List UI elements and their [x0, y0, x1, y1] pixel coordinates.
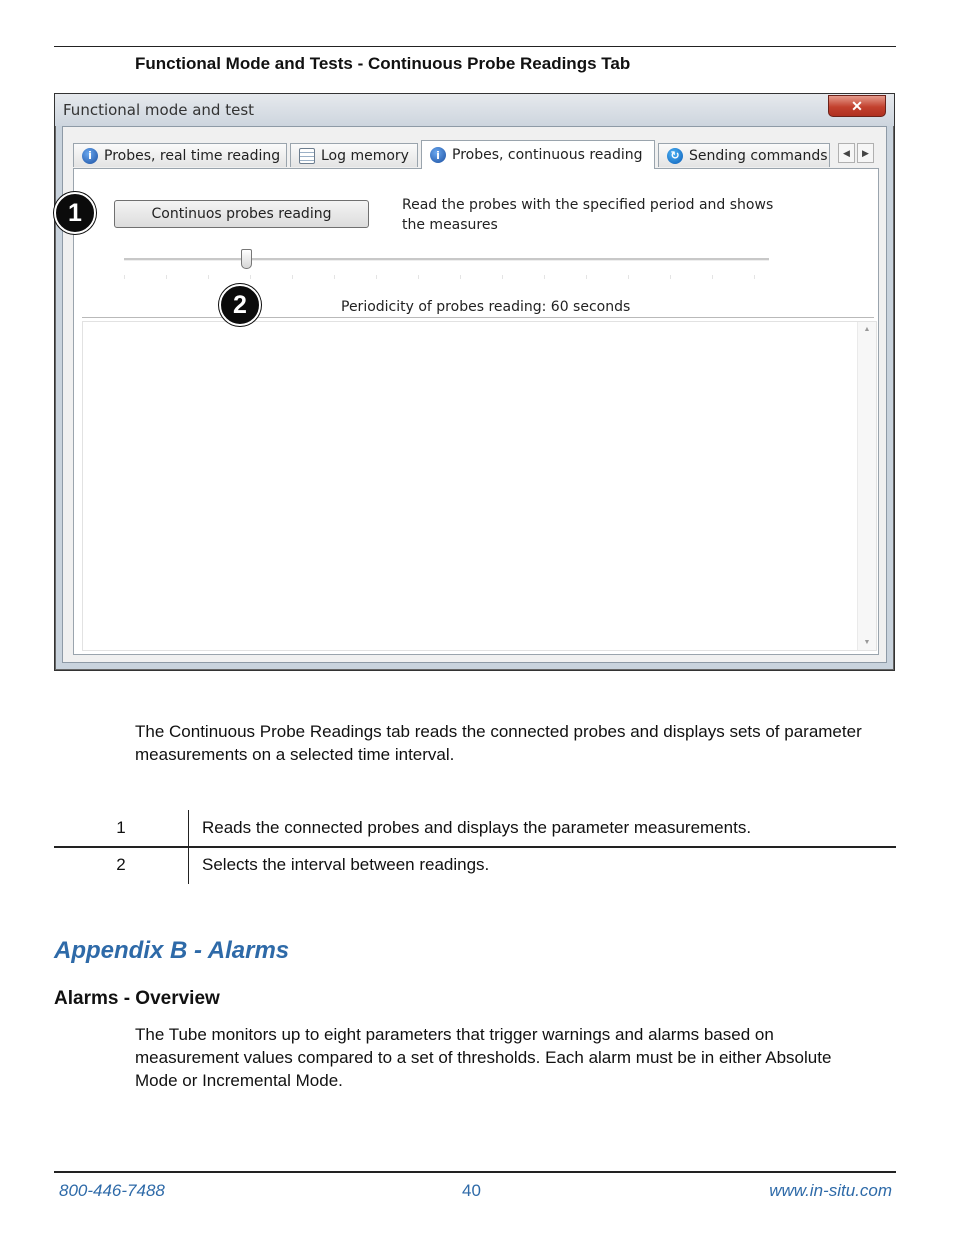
legend-text: Reads the connected probes and displays the parameter measurements. — [202, 818, 752, 837]
tab-scroll-left-button[interactable] — [838, 143, 855, 163]
tab-sending-commands[interactable] — [658, 143, 830, 167]
continuous-reading-panel — [73, 168, 879, 655]
window-title: Functional mode and test — [63, 101, 255, 119]
reading-description: Read the probes with the specified period and shows the measures — [402, 197, 774, 233]
tab-log-memory[interactable] — [290, 143, 418, 167]
tab-label: Probes, real time reading — [104, 147, 281, 164]
tab-label: Probes, continuous reading — [452, 147, 643, 163]
probe-icon: i — [430, 147, 446, 163]
tab-label: Sending commands — [689, 147, 828, 164]
legend-number: 2 — [116, 855, 126, 874]
overview-heading: Alarms - Overview — [54, 988, 220, 1009]
callout-1: 1 — [54, 192, 96, 234]
log-icon — [299, 148, 315, 164]
section-title: Functional Mode and Tests - Continuous Probe Readings Tab — [135, 54, 631, 73]
tab-label: Log memory — [321, 147, 409, 164]
period-slider-track[interactable] — [124, 258, 769, 261]
tab-probes-continuous[interactable] — [421, 140, 655, 169]
window-client-area — [62, 126, 887, 663]
footer-phone: 800-446-7488 — [59, 1181, 165, 1200]
arrow-left-icon: ◀ — [843, 148, 850, 158]
probe-icon: i — [82, 148, 98, 164]
footer-rule — [54, 1171, 896, 1173]
continuous-probes-reading-button[interactable]: Continuos probes reading — [114, 200, 369, 228]
slider-ticks — [124, 275, 769, 279]
periodicity-label: Periodicity of probes reading: 60 seconds — [341, 299, 631, 315]
callout-legend-table — [54, 810, 896, 884]
readings-output-area[interactable] — [82, 321, 877, 651]
table-row — [54, 847, 896, 884]
footer-website[interactable]: www.in-situ.com — [769, 1181, 892, 1200]
tab-probes-real-time[interactable] — [73, 143, 287, 167]
close-icon: ✕ — [851, 98, 863, 114]
page-number: 40 — [462, 1181, 481, 1200]
close-button[interactable] — [828, 95, 886, 117]
header-rule — [54, 46, 896, 47]
intro-paragraph: The Continuous Probe Readings tab reads the connected probes and displays sets of parameter measurements on a selected time interval. — [135, 722, 862, 764]
overview-paragraph: The Tube monitors up to eight parameters that trigger warnings and alarms based on measurement values compared to a set of thresholds. Each alarm must be in either Absolute Mode or Incremental Mode. — [135, 1025, 832, 1090]
scroll-down-icon[interactable]: ▼ — [863, 639, 871, 646]
table-row — [54, 810, 896, 847]
functional-mode-window — [54, 93, 895, 671]
tab-strip — [73, 140, 883, 168]
arrow-right-icon: ▶ — [862, 148, 869, 158]
callout-2: 2 — [219, 284, 261, 326]
period-slider-thumb[interactable] — [241, 249, 252, 269]
vertical-scrollbar[interactable] — [857, 322, 876, 650]
appendix-title: Appendix B - Alarms — [54, 937, 290, 964]
scroll-up-icon[interactable]: ▲ — [863, 326, 871, 333]
table-row-rule — [54, 846, 896, 848]
panel-divider — [82, 317, 874, 318]
tab-scroll-right-button[interactable] — [857, 143, 874, 163]
legend-text: Selects the interval between readings. — [202, 855, 490, 874]
refresh-icon: ↻ — [667, 148, 683, 164]
legend-number: 1 — [116, 818, 126, 837]
window-titlebar — [55, 94, 894, 126]
